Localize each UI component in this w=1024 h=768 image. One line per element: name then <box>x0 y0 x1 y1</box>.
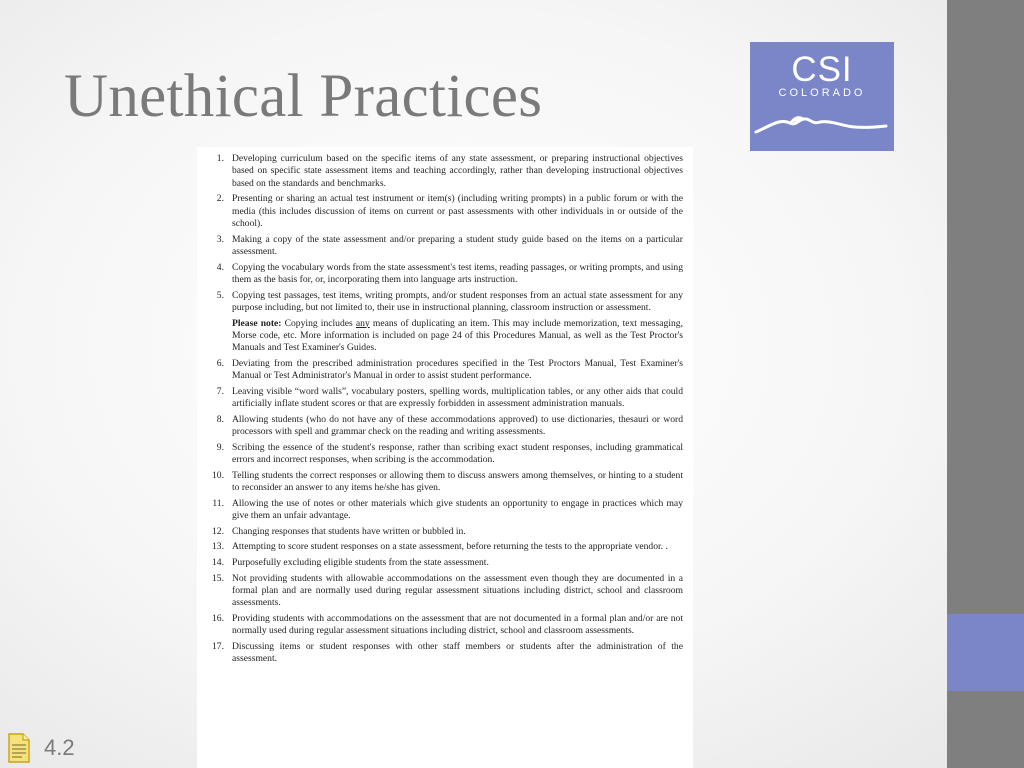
list-item-number: 5. <box>216 289 224 301</box>
slide-number: 4.2 <box>44 735 75 760</box>
list-item <box>205 641 683 666</box>
list-item-text: Attempting to score student responses on a state assessment, before returning the tests to the appropriate vendor. . <box>232 541 668 553</box>
list-item-number: 2. <box>216 193 224 205</box>
list-item <box>205 193 683 230</box>
list-item-number: 10. <box>212 469 224 481</box>
list-item <box>205 498 683 523</box>
list-item <box>205 526 683 538</box>
list-item-text: Allowing the use of notes or other materials which give students an opportunity to engage in practices which may give them an unfair advantage. <box>232 497 683 522</box>
list-item-number: 15. <box>212 572 224 584</box>
list-item-number: 14. <box>212 557 224 569</box>
note-label: Please note: <box>232 317 282 329</box>
right-rail-accent <box>947 614 1024 691</box>
list-item <box>205 442 683 467</box>
logo-text-csi: CSI <box>791 50 853 89</box>
list-item <box>205 414 683 439</box>
list-item-number: 8. <box>216 413 224 425</box>
list-item-number: 3. <box>216 233 224 245</box>
list-item-number: 7. <box>216 385 224 397</box>
list-item-number: 12. <box>212 525 224 537</box>
note-text-pre: Copying includes <box>281 317 356 329</box>
list-item <box>205 573 683 610</box>
list-item-number: 4. <box>216 261 224 273</box>
list-item-number <box>205 318 232 355</box>
list-item-number: 13. <box>212 541 224 553</box>
note-text-emphasis: any <box>355 317 370 329</box>
list-item-text: Copying the vocabulary words from the state assessment's test items, reading passages, or writing prompts, and using them as the basis for, or, incorporating them into language arts instruction. <box>232 261 683 285</box>
list-item-text: Deviating from the prescribed administration procedures specified in the Test Proctors Manual, Test Examiner's Manual or Test Administrator's Manual in order to assist student performance. <box>232 357 683 382</box>
list-item <box>205 290 683 315</box>
list-item <box>205 557 683 569</box>
list-item-text: Leaving visible “word walls”, vocabulary posters, spelling words, multiplication tables, or any other aids that could artificially inflate student scores or that are expressly forbidden in assessment administration manuals. <box>232 385 683 410</box>
logo-text-colorado: COLORADO <box>778 87 866 99</box>
list-item-text: Making a copy of the state assessment and/or preparing a student study guide based on the items on a particular assessment. <box>232 233 683 257</box>
list-item-text: Discussing items or student responses with other staff members or students after the administration of the assessment. <box>232 641 683 665</box>
list-item <box>205 613 683 638</box>
list-item <box>205 386 683 411</box>
list-item <box>205 234 683 259</box>
list-item <box>205 153 683 190</box>
list-item-text: Providing students with accommodations on the assessment that are not documented in a formal plan and/or are not normally used during regular assessment situations including district, school and classroom assessments. <box>232 613 683 637</box>
list-item-text: Copying test passages, test items, writing prompts, and/or student responses from an actual state assessment for any purpose including, but not limited to, their use in instructional planning, classroom instruction or assessment. <box>232 289 683 313</box>
note-text-post: means of duplicating an item. This may include memorization, text messaging, Morse code, etc. More information is included on page 24 of this Procedures Manual, as well as the Test Proctor's Manuals and Test Examiner's Guides. <box>232 317 683 354</box>
list-item-number: 1. <box>216 153 224 164</box>
list-item <box>205 262 683 287</box>
list-item-text: Allowing students (who do not have any of these accommodations approved) to use dictionaries, thesauri or word processors with spell and grammar check on the reading and writing assessments. <box>232 413 683 438</box>
list-item-number: 11. <box>212 497 224 509</box>
list-item-text: Changing responses that students have written or bubbled in. <box>232 525 466 537</box>
list-item-number: 17. <box>212 641 224 653</box>
note-text <box>232 318 683 355</box>
mountain-icon <box>750 108 894 138</box>
csi-colorado-logo <box>750 42 894 151</box>
list-item-text: Telling students the correct responses or allowing them to discuss answers among themselves, or hinting to a student to reconsider an answer to any items he/she has given. <box>232 469 683 494</box>
list-item-text: Presenting or sharing an actual test instrument or item(s) (including writing prompts) in a public forum or with the media (this includes discussion of items on current or past assessments with other individuals in or outside of the school). <box>232 193 683 229</box>
notes-icon[interactable] <box>7 733 31 763</box>
list-item <box>205 541 683 553</box>
list-item-text: Scribing the essence of the student's response, rather than scribing exact student responses, including grammatical errors and incorrect responses, when scribing is the accommodation. <box>232 441 683 466</box>
list-item-number: 16. <box>212 613 224 625</box>
list-item-number: 6. <box>216 357 224 369</box>
list-item-number: 9. <box>216 441 224 453</box>
list-item <box>205 470 683 495</box>
unethical-practices-list <box>197 147 693 666</box>
policy-document-image <box>197 147 693 768</box>
list-item <box>205 358 683 383</box>
list-item-text: Not providing students with allowable accommodations on the assessment even though they are documented in a formal plan and are normally used during regular assessment situations including district, school and classroom assessments. <box>232 572 683 609</box>
slide-title: Unethical Practices <box>64 63 543 130</box>
list-note <box>205 318 683 355</box>
list-item-text: Developing curriculum based on the specific items of any state assessment, or preparing instructional objectives based on specific state assessment items and teaching accordingly, rather than developing instructional objectives based on the standards and benchmarks. <box>232 153 683 189</box>
list-item-text: Purposefully excluding eligible students from the state assessment. <box>232 557 489 569</box>
